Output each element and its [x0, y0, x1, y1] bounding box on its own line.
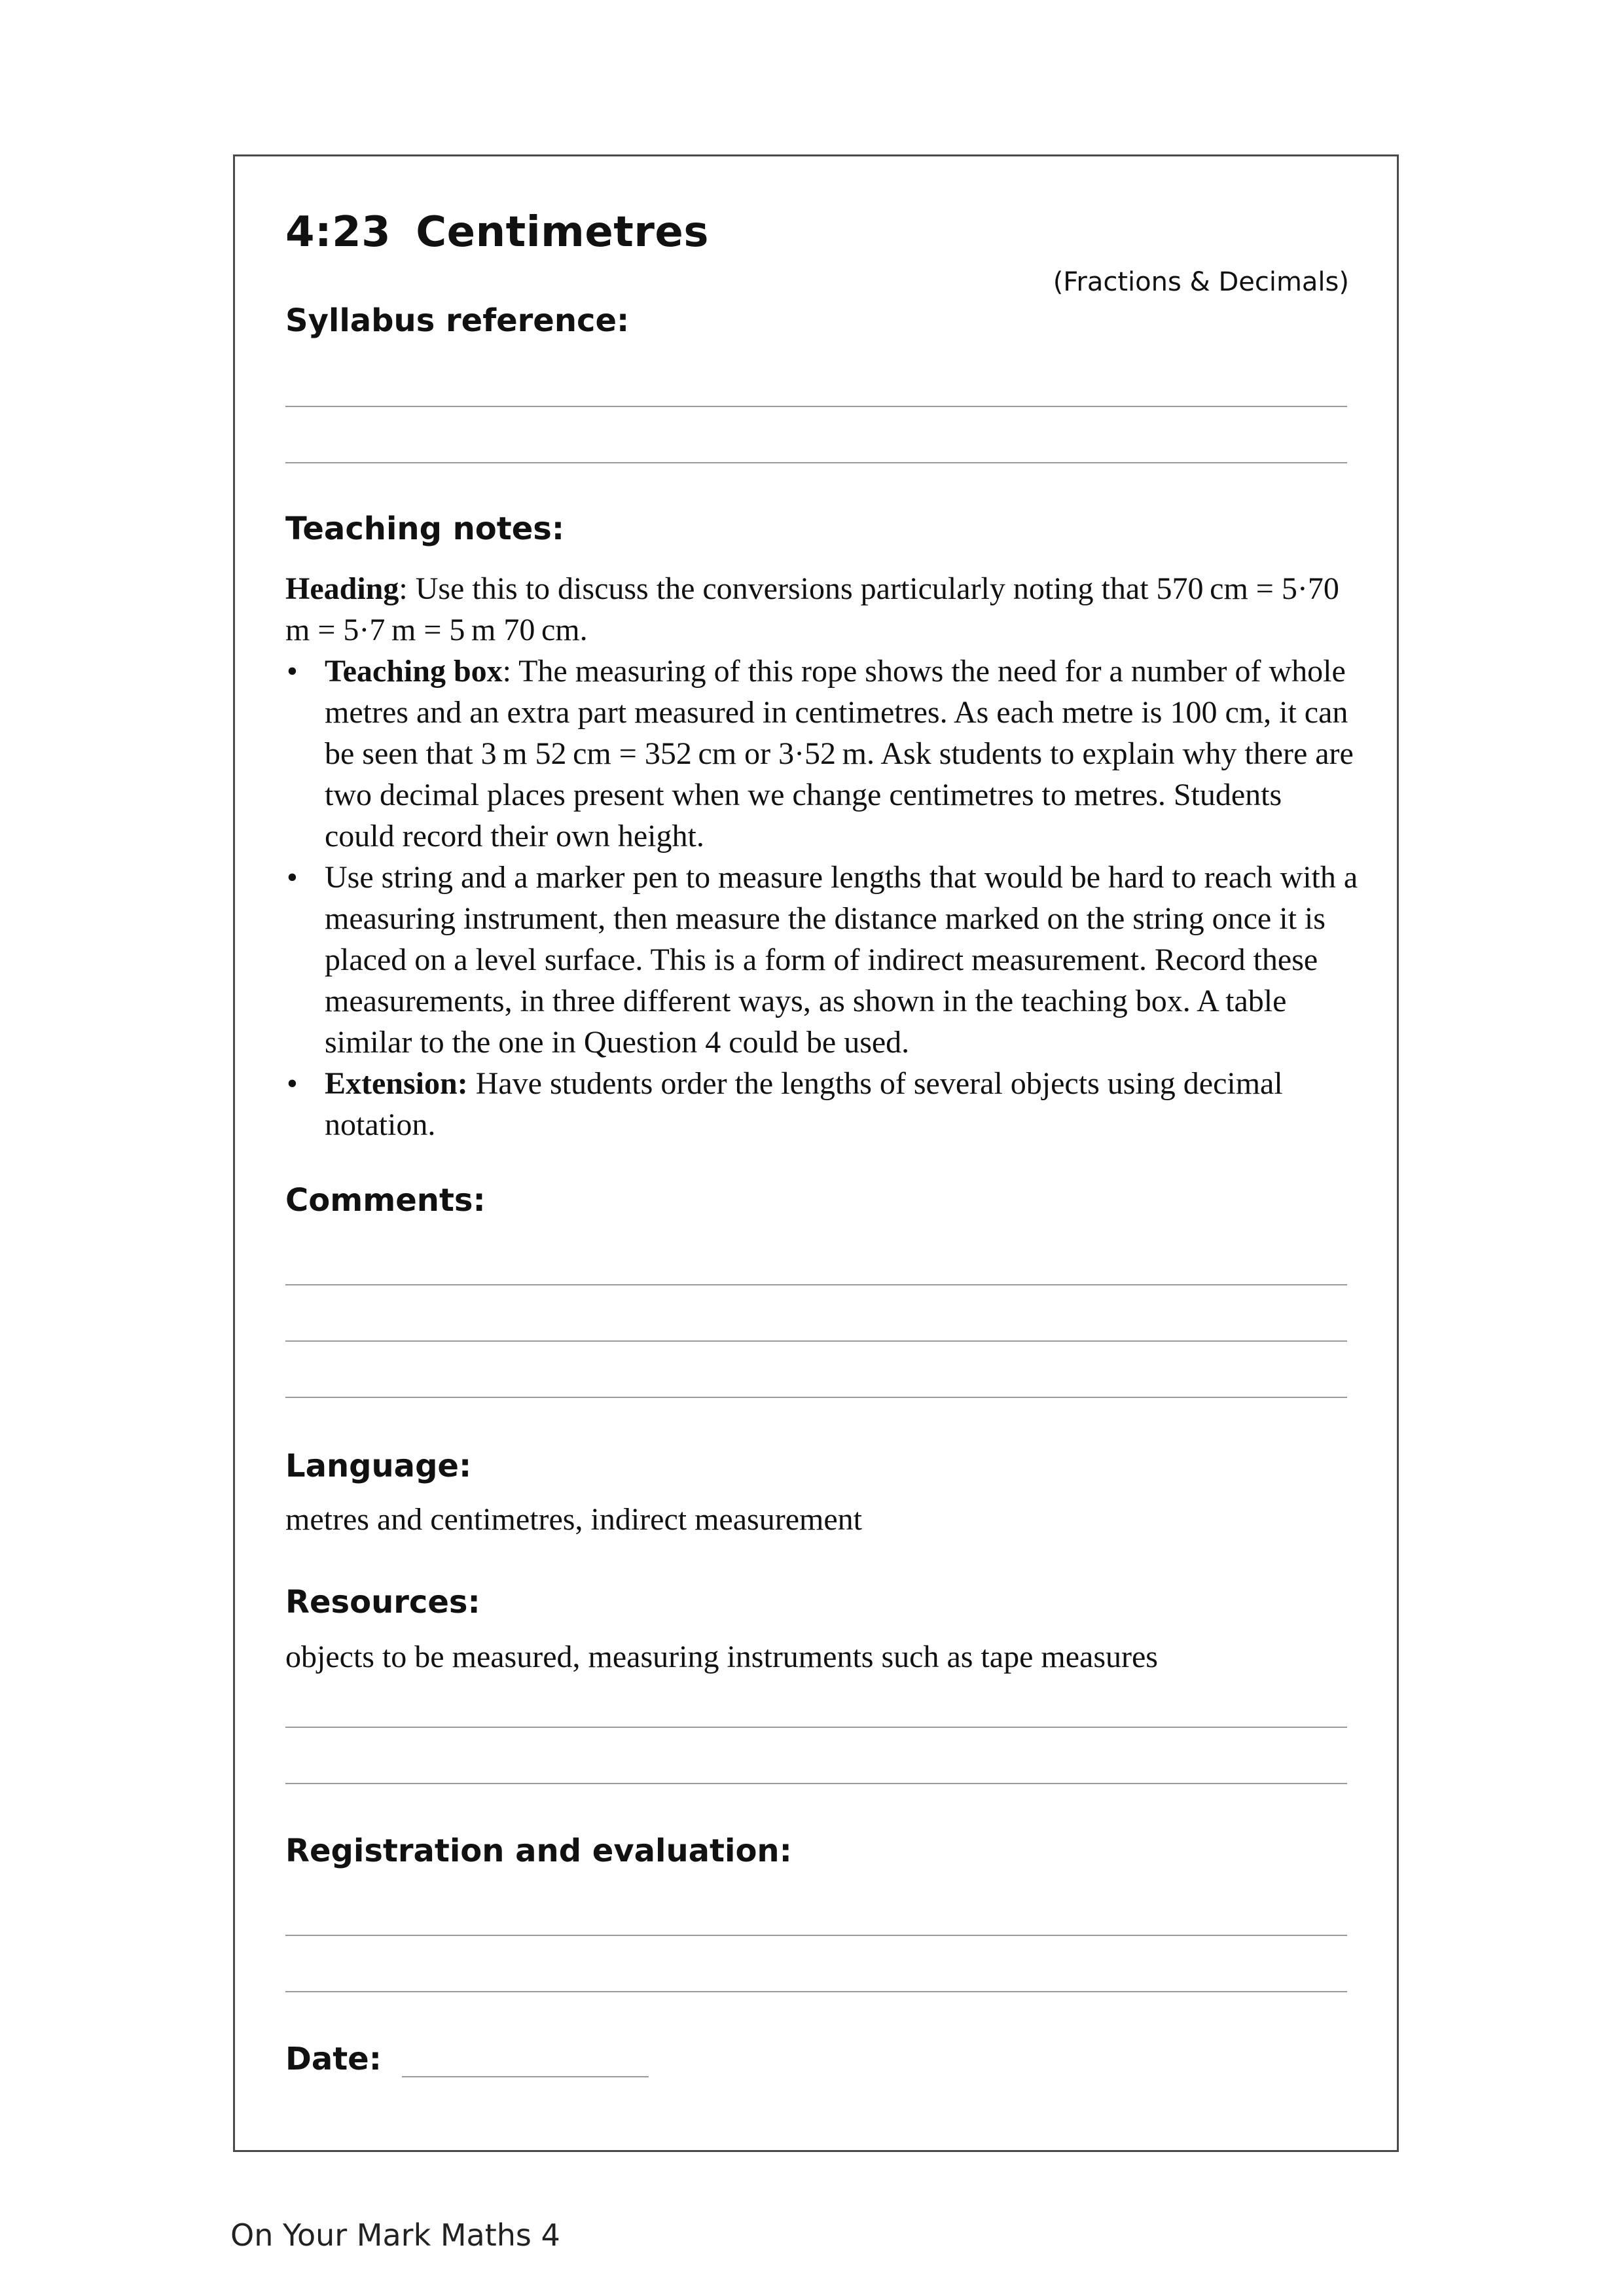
- date-field[interactable]: [402, 2076, 649, 2077]
- resources-line-2[interactable]: [285, 1783, 1347, 1784]
- resources-text: objects to be measured, measuring instruments such as tape measures: [285, 1640, 1158, 1674]
- note-text: Have students order the lengths of several objects using decimal notation.: [325, 1066, 1283, 1142]
- lesson-number: 4:23: [285, 208, 391, 257]
- teaching-notes-body: [285, 568, 1359, 1145]
- note-label: Extension:: [325, 1066, 468, 1101]
- note-label: Heading: [285, 571, 399, 606]
- language-text: metres and centimetres, indirect measurement: [285, 1502, 862, 1537]
- page-footer: On Your Mark Maths 4: [230, 2217, 560, 2253]
- note-label: Teaching box: [325, 654, 503, 689]
- registration-line-1[interactable]: [285, 1935, 1347, 1936]
- syllabus-line-1[interactable]: [285, 406, 1347, 407]
- teaching-notes-heading: Teaching notes:: [285, 511, 565, 547]
- list-item: [285, 857, 1359, 1063]
- lesson-name: Centimetres: [416, 208, 709, 257]
- registration-heading: Registration and evaluation:: [285, 1833, 792, 1869]
- language-heading: Language:: [285, 1448, 472, 1484]
- resources-heading: Resources:: [285, 1584, 480, 1621]
- comments-heading: Comments:: [285, 1182, 486, 1219]
- heading-note: [285, 568, 1359, 651]
- comments-line-2[interactable]: [285, 1340, 1347, 1342]
- comments-line-3[interactable]: [285, 1397, 1347, 1398]
- topic-label: (Fractions & Decimals): [1053, 267, 1349, 297]
- lesson-title: [285, 208, 709, 257]
- syllabus-heading: Syllabus reference:: [285, 302, 630, 339]
- note-text: : The measuring of this rope shows the need for a number of whole metres and an extra part measured in centimetres. As each metre is 100 cm, it can be seen that 3 m 52 cm = 352 cm or 3·52 m. Ask students to explain why there are two decimal places present when we change centimetres to metres. Students could record their own height.: [325, 654, 1354, 853]
- resources-line-1[interactable]: [285, 1727, 1347, 1728]
- registration-line-2[interactable]: [285, 1991, 1347, 1992]
- note-text: : Use this to discuss the conversions particularly noting that 570 cm = 5·70 m = 5·7 m = 5 m 70 cm.: [285, 571, 1346, 647]
- notes-list: [285, 651, 1359, 1145]
- syllabus-line-2[interactable]: [285, 462, 1347, 463]
- list-item: [285, 1063, 1359, 1145]
- comments-line-1[interactable]: [285, 1284, 1347, 1285]
- date-heading: Date:: [285, 2041, 382, 2077]
- note-text: Use string and a marker pen to measure lengths that would be hard to reach with a measuring instrument, then measure the distance marked on the string once it is placed on a level surface. This is a form of indirect measurement. Record these measurements, in three different ways, as shown in the teaching box. A table similar to the one in Question 4 could be used.: [325, 860, 1358, 1060]
- list-item: [285, 651, 1359, 857]
